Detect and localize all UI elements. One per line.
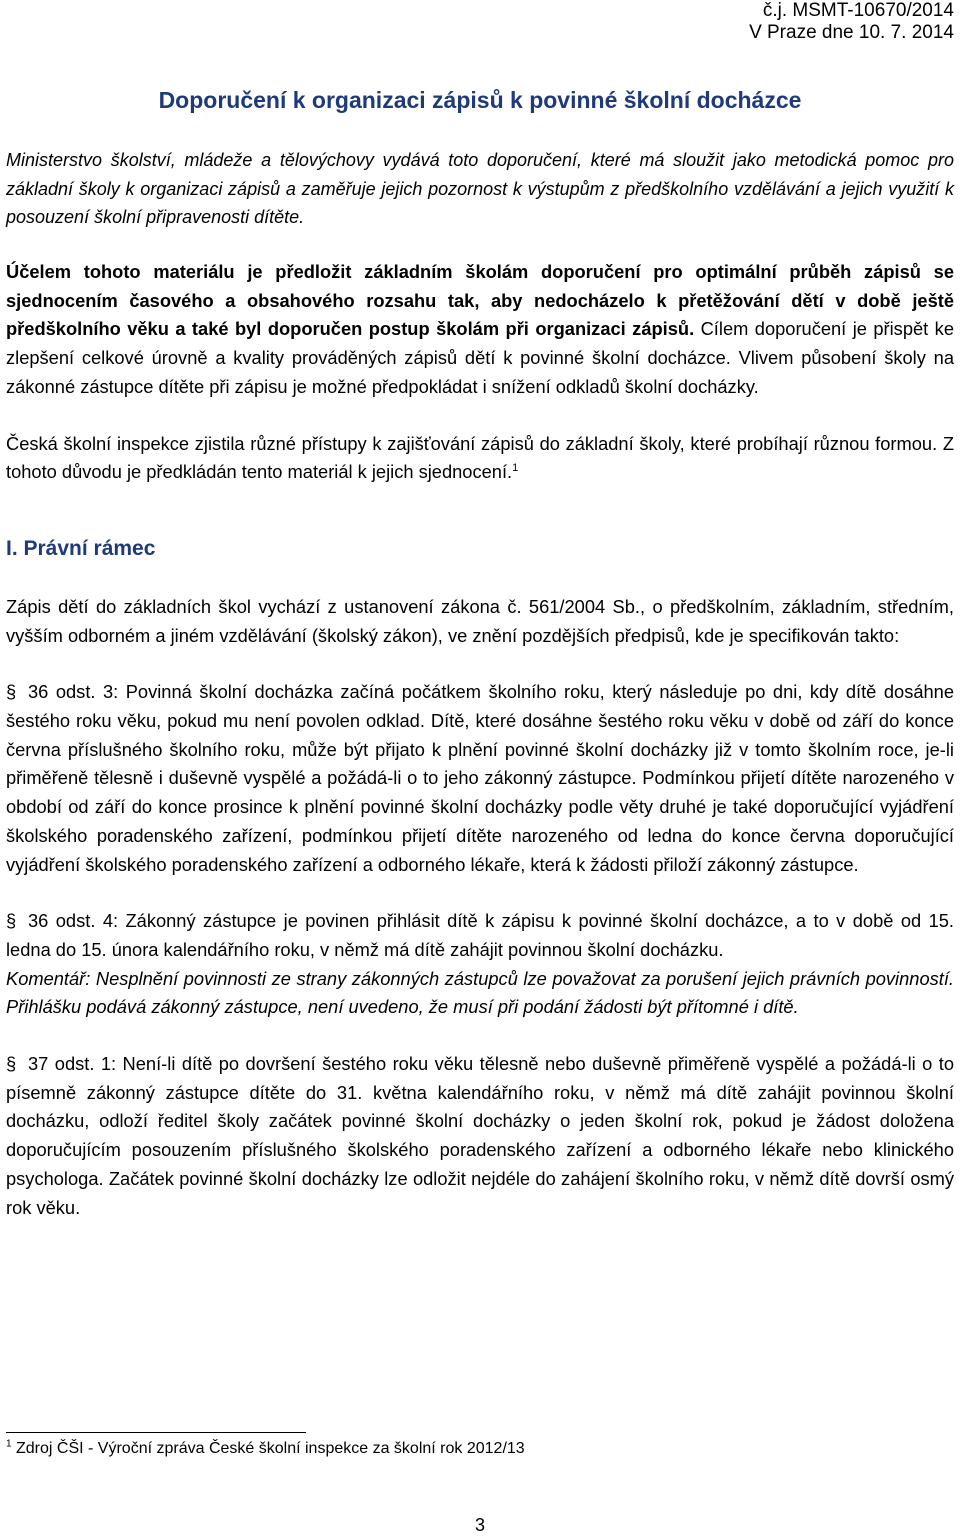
place-and-date: V Praze dne 10. 7. 2014 (749, 22, 954, 43)
section-heading-legal-framework: I. Právní rámec (6, 536, 156, 560)
page-number: 3 (474, 1515, 485, 1535)
purpose-bold-text: Účelem tohoto materiálu je předložit základním školám doporučení pro optimální průběh zápisů se sjednocením časového a obsahového rozsahu tak, aby nedocházelo k přetěžování dětí v době ještě předškolního věku a také byl doporučen postup školám při organizaci zápisů. (6, 261, 954, 340)
document-body (6, 258, 954, 1222)
intro-paragraph: Ministerstvo školství, mládeže a tělovýchovy vydává toto doporučení, které má sloužit jako metodická pomoc pro základní školy k organizaci zápisů a zaměřuje jejich pozornost k výstupům z předškolního vzdělávání a jejich využití k posouzení školní připravenosti dítěte. (6, 150, 954, 227)
footnote-reference[interactable]: 1 (512, 462, 519, 475)
document-title: Doporučení k organizaci zápisů k povinné školní docházce (158, 87, 802, 113)
section-sign-icon: § (6, 681, 17, 703)
inspection-text: Česká školní inspekce zjistila různé přístupy k zajišťování zápisů do základní školy, které probíhají různou formou. Z tohoto důvodu je předkládán tento materiál k jejich sjednocení. (6, 432, 954, 483)
paragraph-37-1-text: 37 odst. 1: Není-li dítě po dovršení šestého roku věku tělesně nebo duševně přiměřeně vyspělé a požádá-li o to písemně zákonný zástupce dítěte do 31. května kalendářního roku, v němž má dítě zahájit povinnou školní docházku, odloží ředitel školy začátek povinné školní docházky o jeden školní rok, pokud je žádost doložena doporučujícím posouzením příslušného školského poradenského zařízení a odborného lékaře nebo klinického psychologa. Začátek povinné školní docházky lze odložit nejdéle do zahájení školního roku, v němž dítě dovrší osmý rok věku. (6, 1053, 954, 1218)
paragraph-36-3-text: 36 odst. 3: Povinná školní docházka začíná počátkem školního roku, který následuje po dni, kdy dítě dosáhne šestého roku věku, pokud mu není povolen odklad. Dítě, které dosáhne šestého roku věku v době od září do konce června příslušného školního roku, může být přijato k plnění povinné školní docházky již v tomto školním roce, je-li přiměřeně tělesně i duševně vyspělé a požádá-li o to jeho zákonný zástupce. Podmínkou přijetí dítěte narozeného v období od září do konce prosince k plnění povinné školní docházky podle věty druhé je také doporučující vyjádření školského poradenského zařízení, podmínkou přijetí dítěte narozeného od ledna do konce června doporučující vyjádření školského poradenského zařízení a odborného lékaře, která k žádosti přiloží zákonný zástupce. (6, 681, 954, 875)
paragraph-37-1 (6, 1050, 954, 1222)
paragraph-36-4-text: 36 odst. 4: Zákonný zástupce je povinen přihlásit dítě k zápisu k povinné školní docházce, a to v době od 15. ledna do 15. února kalendářního roku, v němž má dítě zahájit povinnou školní docházku. (6, 910, 954, 960)
footnote-text: Zdroj ČŠI - Výroční zpráva České školní inspekce za školní rok 2012/13 (11, 1440, 525, 1457)
footnote-separator (6, 1432, 306, 1433)
reference-number: č.j. MSMT-10670/2014 (762, 0, 954, 21)
footnote-number: 1 (6, 1438, 12, 1450)
section-sign-icon: § (6, 910, 17, 932)
document-header (749, 0, 954, 44)
law-intro-paragraph: Zápis dětí do základních škol vychází z ustanovení zákona č. 561/2004 Sb., o předškolním, základním, středním, vyšším odborném a jiném vzdělávání (školský zákon), ve znění pozdějších předpisů, kde je specifikován takto: (6, 595, 954, 646)
comment-paragraph: Komentář: Nesplnění povinnosti ze strany zákonných zástupců lze považovat za porušení jejich právních povinností. Přihlášku podává zákonný zástupce, není uvedeno, že musí při podání žádosti být přítomné i dítě. (6, 967, 954, 1018)
inspection-paragraph (6, 430, 954, 487)
section-sign-icon: § (6, 1053, 17, 1075)
purpose-paragraph (6, 258, 954, 402)
purpose-text: Cílem doporučení je přispět ke zlepšení celkové úrovně a kvality prováděných zápisů dětí k povinné školní docházce. Vlivem působení školy na zákonné zástupce dítěte při zápisu je možné předpokládat i snížení odkladů školní docházky. (6, 318, 954, 397)
paragraph-36-4 (6, 907, 954, 964)
paragraph-36-3 (6, 678, 954, 879)
footnote (6, 1438, 525, 1460)
